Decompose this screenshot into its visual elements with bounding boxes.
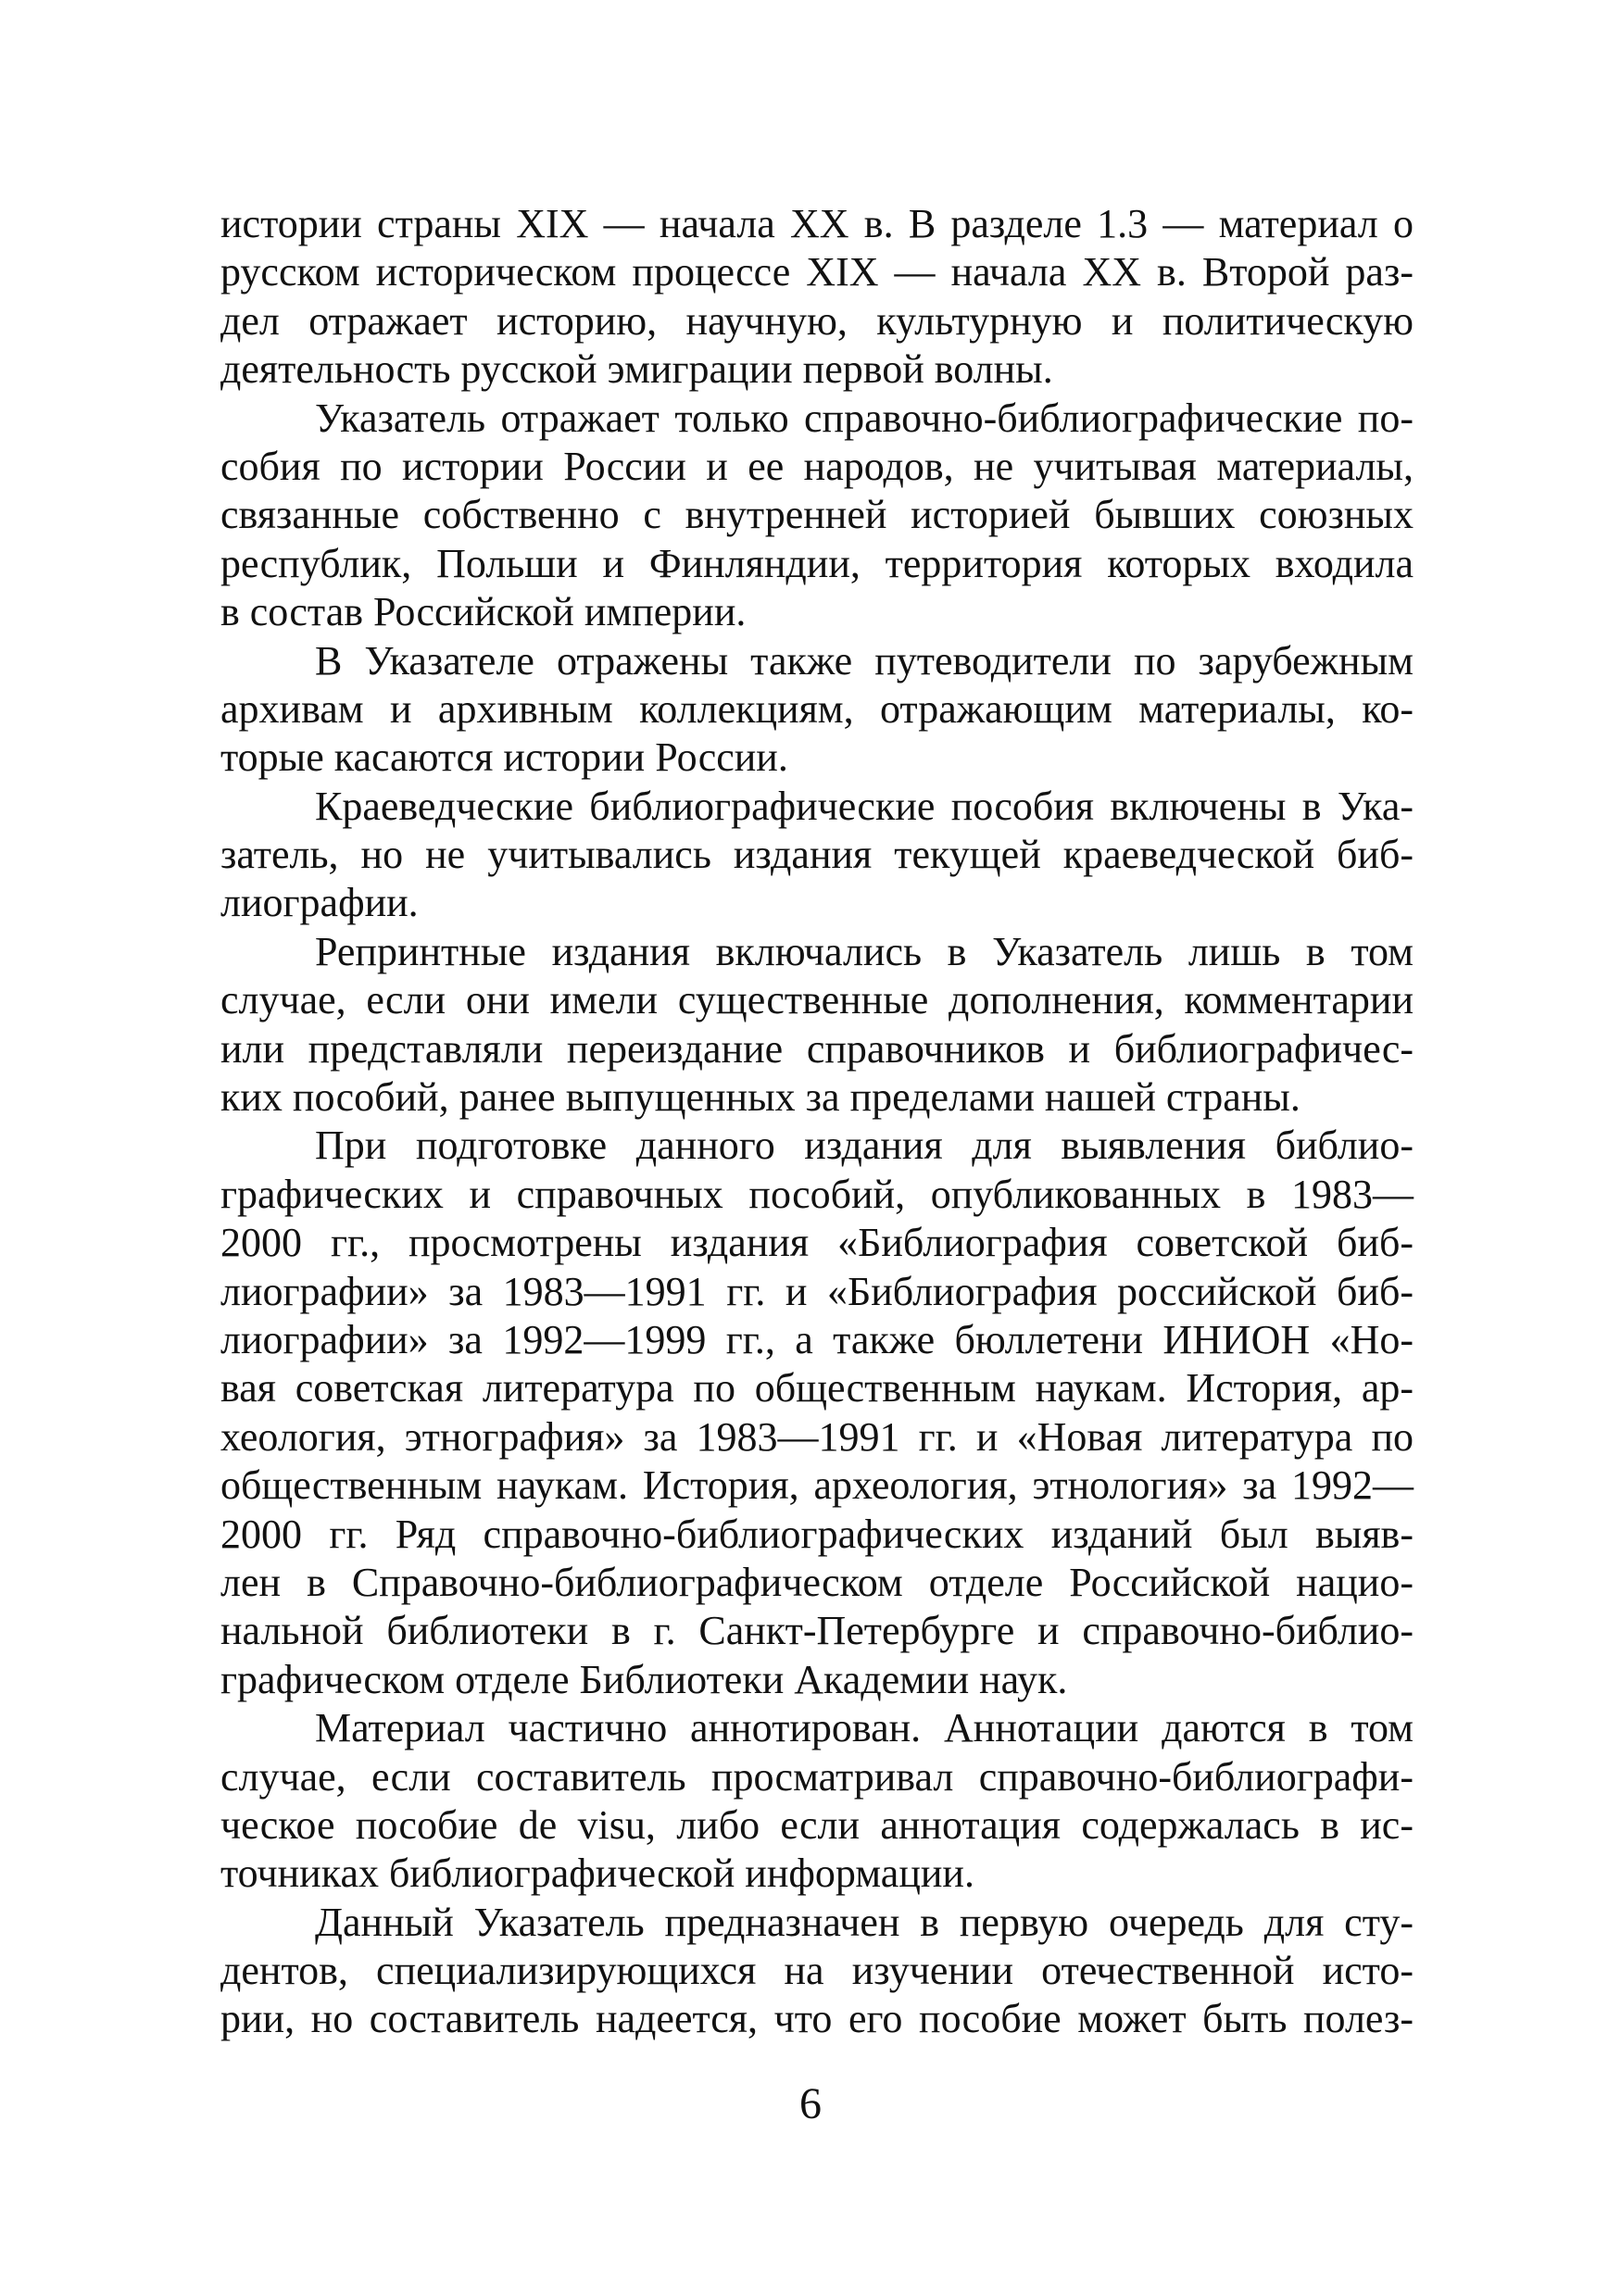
- paragraph-7: [220, 1704, 1414, 1899]
- text-line: Данный Указатель предназначен в первую очередь для сту-: [315, 1899, 1414, 1945]
- text-line: хеология, этнография» за 1983—1991 гг. и «Новая литература по: [220, 1413, 1414, 1460]
- text-line: архивам и архивным коллекциям, отражающим материалы, ко-: [220, 685, 1414, 732]
- text-line: связанные собственно с внутренней историей бывших союзных: [220, 492, 1414, 538]
- text-line: Указатель отражает только справочно-библиографические по-: [315, 395, 1414, 441]
- paragraph-3: [220, 637, 1414, 783]
- text-line: Материал частично аннотирован. Аннотации даются в том: [315, 1705, 1414, 1751]
- text-line: Краеведческие библиографические пособия включены в Ука-: [315, 783, 1414, 829]
- paragraph-1: [220, 200, 1414, 395]
- text-line: общественным наукам. История, археология, этнология» за 1992—: [220, 1462, 1414, 1509]
- text-line: собия по истории России и ее народов, не учитывая материалы,: [220, 443, 1414, 489]
- text-line: лен в Справочно-библиографическом отделе Российской нацио-: [220, 1559, 1414, 1605]
- page-body-text: [220, 200, 1414, 2044]
- text-line: рии, но составитель надеется, что его пособие может быть полез-: [220, 1996, 1414, 2042]
- text-line: случае, если составитель просматривал справочно-библиографи-: [220, 1753, 1414, 1800]
- text-line: 2000 гг., просмотрены издания «Библиография советской биб-: [220, 1220, 1414, 1266]
- text-line: 2000 гг. Ряд справочно-библиографических изданий был выяв-: [220, 1511, 1414, 1557]
- text-line: лиографии» за 1992—1999 гг., а также бюллетени ИНИОН «Но-: [220, 1316, 1414, 1362]
- paragraph-5: [220, 928, 1414, 1123]
- text-line: торые касаются истории России.: [220, 734, 788, 781]
- paragraph-4: [220, 783, 1414, 928]
- text-line: нальной библиотеки в г. Санкт-Петербурге и справочно-библио-: [220, 1608, 1414, 1654]
- text-line: Репринтные издания включались в Указатель лишь в том: [315, 928, 1414, 974]
- text-line: графических и справочных пособий, опубликованных в 1983—: [220, 1171, 1414, 1217]
- text-line: ческое пособие de visu, либо если аннотация содержалась в ис-: [220, 1801, 1414, 1848]
- paragraph-2: [220, 395, 1414, 637]
- text-line: В Указателе отражены также путеводители по зарубежным: [315, 637, 1414, 684]
- paragraph-6: [220, 1122, 1414, 1704]
- text-line: случае, если они имели существенные дополнения, комментарии: [220, 977, 1414, 1023]
- text-line: точниках библиографической информации.: [220, 1851, 974, 1897]
- text-line: вая советская литература по общественным наукам. История, ар-: [220, 1365, 1414, 1411]
- text-line: русском историческом процессе XIX — начала XX в. Второй раз-: [220, 249, 1414, 295]
- text-line: истории страны XIX — начала XX в. В разделе 1.3 — материал о: [220, 201, 1414, 246]
- text-line: дел отражает историю, научную, культурную и политическую: [220, 297, 1414, 344]
- paragraph-8: [220, 1899, 1414, 2044]
- text-line: лиографии» за 1983—1991 гг. и «Библиография российской биб-: [220, 1268, 1414, 1314]
- text-line: При подготовке данного издания для выявления библио-: [315, 1123, 1414, 1169]
- text-line: ких пособий, ранее выпущенных за пределами нашей страны.: [220, 1074, 1301, 1121]
- text-line: или представляли переиздание справочников и библиографичес-: [220, 1025, 1414, 1072]
- page-number: 6: [799, 2079, 822, 2128]
- text-line: затель, но не учитывались издания текущей краеведческой биб-: [220, 832, 1414, 878]
- text-line: лиографии.: [220, 880, 419, 926]
- text-line: деятельность русской эмиграции первой волны.: [220, 346, 1053, 393]
- text-line: в состав Российской империи.: [220, 589, 747, 635]
- text-line: графическом отделе Библиотеки Академии наук.: [220, 1656, 1068, 1702]
- text-line: дентов, специализирующихся на изучении отечественной исто-: [220, 1948, 1414, 1994]
- text-line: республик, Польши и Финляндии, территория которых входила: [220, 540, 1414, 586]
